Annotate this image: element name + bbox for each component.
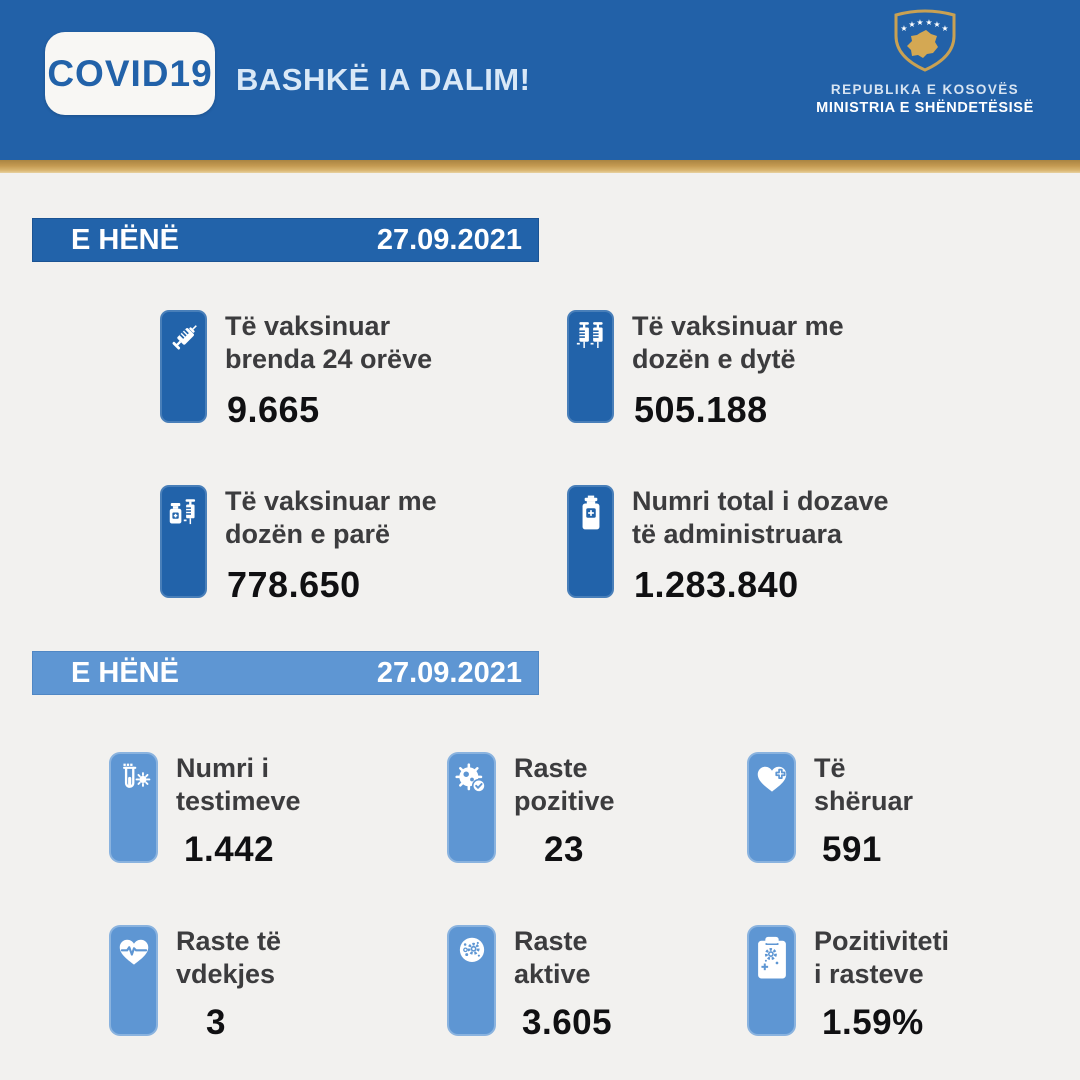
syringe-icon [165,319,203,357]
stat-label-line1: Të [814,753,846,783]
svg-text:★: ★ [900,24,908,33]
stat-label-line2: dozën e parë [225,519,391,549]
stat-value: 505.188 [634,389,768,430]
ministry-label: MINISTRIA E SHËNDETËSISË [816,100,1034,116]
stat-card-active-cases [447,925,612,1043]
header-bar [0,0,1080,160]
stat-card-second-dose [567,310,844,431]
stat-label-line2: i rasteve [814,959,924,989]
svg-text:★: ★ [933,20,941,29]
clipboard-virus-icon [752,934,792,983]
test-tube-virus-icon [115,761,153,799]
banner-day: E HËNË [71,223,179,256]
stat-value: 9.665 [227,389,320,430]
gold-divider [0,160,1080,173]
stat-card-recovered [747,752,913,870]
stat-label-line1: Të vaksinuar [225,311,391,341]
medicine-bottle-icon [572,494,610,532]
stat-card-total-doses [567,485,889,606]
section2-banner [32,651,539,695]
stat-tile [447,752,496,863]
stat-label-line2: vdekjes [176,959,276,989]
stat-value: 1.442 [184,830,275,869]
svg-text:★: ★ [925,18,933,27]
kosovo-coat-of-arms-icon [889,8,961,74]
stat-label-line2: brenda 24 orëve [225,344,433,374]
stat-card-positive-cases [447,752,615,870]
stat-label-line1: Raste [514,753,588,783]
banner-day: E HËNË [71,656,179,689]
heart-ecg-icon [115,934,153,972]
stat-card-first-dose [160,485,437,606]
stat-tile [447,925,496,1036]
stat-label-line1: Të vaksinuar me [225,486,437,516]
stat-tile [109,925,158,1036]
stat-value: 1.59% [822,1003,924,1042]
stat-label-line2: aktive [514,959,591,989]
stat-label-line1: Numri total i dozave [632,486,889,516]
stat-label-line1: Numri i [176,753,270,783]
section1-banner [32,218,539,262]
stat-value: 591 [822,830,882,869]
stat-tile [747,925,796,1036]
banner-date: 27.09.2021 [376,656,522,689]
stat-label-line1: Raste [514,926,588,956]
stat-card-positivity-rate [747,925,949,1043]
stat-card-tests [109,752,301,870]
stat-tile [747,752,796,863]
government-identity [785,8,1065,116]
slogan-text: BASHKË IA DALIM! [236,62,531,97]
republic-label: REPUBLIKA E KOSOVËS [830,82,1020,97]
stat-tile [109,752,158,863]
stat-tile [160,310,207,423]
vial-syringe-icon [165,494,203,532]
stat-card-deaths [109,925,281,1043]
banner-date: 27.09.2021 [376,223,522,256]
petri-virus-icon [453,934,491,972]
virus-check-icon [453,761,491,799]
stat-value: 1.283.840 [634,564,799,605]
stat-label-line2: pozitive [514,786,615,816]
stat-value: 778.650 [227,564,361,605]
stat-label-line2: dozën e dytë [632,344,796,374]
stat-tile [160,485,207,598]
stat-label-line1: Raste të [176,926,282,956]
stat-tile [567,485,614,598]
svg-text:★: ★ [916,18,924,27]
svg-text:★: ★ [908,20,916,29]
stat-card-vaccinated-24h [160,310,432,431]
stat-value: 3.605 [522,1003,613,1042]
stat-label-line2: testimeve [176,786,301,816]
stat-label-line1: Të vaksinuar me [632,311,844,341]
stat-label-line2: shëruar [814,786,914,816]
stat-label-line1: Pozitiviteti [814,926,950,956]
double-syringe-icon [572,319,610,357]
svg-text:★: ★ [941,24,949,33]
covid19-badge [45,32,215,115]
stat-value: 3 [206,1003,226,1042]
covid19-badge-label: COVID19 [47,52,213,94]
stat-tile [567,310,614,423]
heart-cross-icon [753,761,791,799]
stat-label-line2: të administruara [632,519,843,549]
stat-value: 23 [544,830,584,869]
